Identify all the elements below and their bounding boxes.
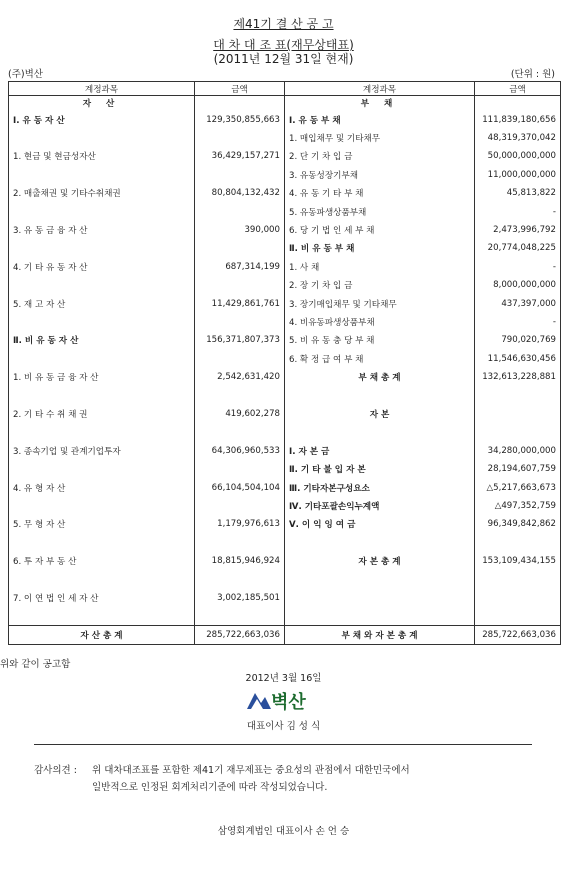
- left-account: 4. 기 타 유 동 자 산: [9, 258, 195, 276]
- opinion-label: 감사의견 :: [34, 765, 77, 776]
- left-amount: [195, 276, 285, 294]
- table-row: [9, 276, 561, 294]
- right-account: Ⅱ. 기 타 불 입 자 본: [285, 460, 475, 478]
- company-logo: [247, 688, 327, 713]
- right-amount: 50,000,000,000: [475, 147, 561, 165]
- left-account: [9, 533, 195, 551]
- right-amount: -: [475, 202, 561, 220]
- left-amount: 419,602,278: [195, 405, 285, 423]
- table-row: [9, 589, 561, 607]
- table-row: [9, 478, 561, 496]
- left-amount: 687,314,199: [195, 258, 285, 276]
- right-account: 6. 확 정 급 여 부 채: [285, 350, 475, 368]
- left-amount: [195, 607, 285, 625]
- left-amount: [195, 313, 285, 331]
- left-account: [9, 350, 195, 368]
- statement-title: 대 차 대 조 표(재무상태표): [213, 38, 354, 52]
- right-account: Ⅰ. 자 본 금: [285, 442, 475, 460]
- left-account: [9, 607, 195, 625]
- right-amount: [475, 533, 561, 551]
- right-amount: 11,546,630,456: [475, 350, 561, 368]
- opinion-line-2: 일반적으로 인정된 회계처리기준에 따라 작성되었습니다.: [92, 782, 328, 793]
- right-amount: △497,352,759: [475, 497, 561, 515]
- table-row: [9, 442, 561, 460]
- right-amount: 132,613,228,881: [475, 368, 561, 386]
- assets-heading: 자 산: [9, 96, 195, 111]
- left-account: Ⅰ. 유 동 자 산: [9, 111, 195, 129]
- right-amount: 34,280,000,000: [475, 442, 561, 460]
- right-amount: -: [475, 313, 561, 331]
- unit-label: (단위 : 원): [510, 69, 555, 80]
- total-liab-equity-label: 부 채 와 자 본 총 계: [285, 625, 475, 644]
- left-amount: [195, 423, 285, 441]
- notice-text: 위와 같이 공고함: [0, 659, 71, 670]
- right-account: 4. 비유동파생상품부채: [285, 313, 475, 331]
- left-amount: 64,306,960,533: [195, 442, 285, 460]
- right-amount: 48,319,370,042: [475, 129, 561, 147]
- table-row: [9, 239, 561, 257]
- table-row: [9, 368, 561, 386]
- left-amount: [195, 386, 285, 404]
- left-amount: 11,429,861,761: [195, 294, 285, 312]
- total-assets-value: 285,722,663,036: [195, 625, 285, 644]
- right-account: 2. 장 기 차 입 금: [285, 276, 475, 294]
- right-amount: 8,000,000,000: [475, 276, 561, 294]
- total-liab-equity-value: 285,722,663,036: [475, 625, 561, 644]
- table-row: [9, 331, 561, 349]
- left-account: 6. 투 자 부 동 산: [9, 552, 195, 570]
- table-row: [9, 111, 561, 129]
- table-row: [9, 460, 561, 478]
- right-account: 6. 당 기 법 인 세 부 채: [285, 221, 475, 239]
- col-header-account-left: 계정과목: [9, 82, 195, 96]
- right-account: 부 채 총 계: [285, 368, 475, 386]
- left-account: 3. 유 동 금 융 자 산: [9, 221, 195, 239]
- total-assets-label: 자 산 총 계: [9, 625, 195, 644]
- right-amount: -: [475, 258, 561, 276]
- left-account: 2. 매출채권 및 기타수취채권: [9, 184, 195, 202]
- table-row: [9, 350, 561, 368]
- left-amount: 1,179,976,613: [195, 515, 285, 533]
- left-account: [9, 129, 195, 147]
- right-account: 5. 유동파생상품부채: [285, 202, 475, 220]
- table-row: [9, 405, 561, 423]
- right-account: 4. 유 동 기 타 부 채: [285, 184, 475, 202]
- right-account: 3. 장기매입채무 및 기타채무: [285, 294, 475, 312]
- auditor: 삼영회계법인 대표이사 손 언 승: [217, 826, 350, 837]
- left-amount: 80,804,132,432: [195, 184, 285, 202]
- left-amount: [195, 570, 285, 588]
- right-amount: 96,349,842,862: [475, 515, 561, 533]
- table-row: [9, 533, 561, 551]
- left-account: [9, 313, 195, 331]
- right-account: [285, 386, 475, 404]
- right-amount: [475, 570, 561, 588]
- left-account: [9, 166, 195, 184]
- table-row: [9, 184, 561, 202]
- left-account: 2. 기 타 수 취 채 권: [9, 405, 195, 423]
- right-account: 5. 비 유 동 충 당 부 채: [285, 331, 475, 349]
- left-account: [9, 570, 195, 588]
- table-row: [9, 386, 561, 404]
- right-account: Ⅳ. 기타포괄손익누계액: [285, 497, 475, 515]
- left-account: [9, 423, 195, 441]
- right-amount: [475, 386, 561, 404]
- right-account: Ⅴ. 이 익 잉 여 금: [285, 515, 475, 533]
- right-amount: 20,774,048,225: [475, 239, 561, 257]
- right-account: [285, 570, 475, 588]
- left-amount: [195, 239, 285, 257]
- right-amount: 790,020,769: [475, 331, 561, 349]
- right-account: [285, 423, 475, 441]
- table-row: [9, 202, 561, 220]
- table-row: [9, 423, 561, 441]
- statement-date: (2011년 12월 31일 현재): [213, 52, 354, 66]
- right-account: 3. 유동성장기부채: [285, 166, 475, 184]
- table-row: [9, 129, 561, 147]
- liabilities-heading: 부 채: [285, 96, 475, 111]
- left-account: [9, 497, 195, 515]
- mountain-logo-icon: [247, 689, 271, 709]
- table-row: [9, 515, 561, 533]
- right-amount: 111,839,180,656: [475, 111, 561, 129]
- right-account: [285, 589, 475, 607]
- left-account: [9, 239, 195, 257]
- notice-date: 2012년 3월 16일: [245, 673, 322, 684]
- opinion-line-1: 위 대차대조표를 포함한 제41기 재무제표는 중요성의 관점에서 대한민국에서: [92, 765, 410, 776]
- right-account: Ⅱ. 비 유 동 부 채: [285, 239, 475, 257]
- logo-text: 벽산: [271, 692, 306, 713]
- table-row: [9, 258, 561, 276]
- left-amount: 3,002,185,501: [195, 589, 285, 607]
- left-account: [9, 386, 195, 404]
- left-amount: 66,104,504,104: [195, 478, 285, 496]
- left-amount: 156,371,807,373: [195, 331, 285, 349]
- right-amount: 11,000,000,000: [475, 166, 561, 184]
- left-account: [9, 460, 195, 478]
- left-account: Ⅱ. 비 유 동 자 산: [9, 331, 195, 349]
- left-amount: [195, 350, 285, 368]
- table-row: [9, 552, 561, 570]
- company-name: (주)벽산: [8, 69, 43, 80]
- left-amount: 2,542,631,420: [195, 368, 285, 386]
- right-amount: [475, 405, 561, 423]
- table-row: [9, 313, 561, 331]
- right-account: 1. 매입채무 및 기타채무: [285, 129, 475, 147]
- right-amount: 28,194,607,759: [475, 460, 561, 478]
- left-account: [9, 276, 195, 294]
- right-amount: 2,473,996,792: [475, 221, 561, 239]
- left-amount: [195, 497, 285, 515]
- right-account: 1. 사 채: [285, 258, 475, 276]
- left-amount: 18,815,946,924: [195, 552, 285, 570]
- left-amount: [195, 533, 285, 551]
- right-amount: △5,217,663,673: [475, 478, 561, 496]
- right-account: 2. 단 기 차 입 금: [285, 147, 475, 165]
- left-account: 1. 비 유 동 금 융 자 산: [9, 368, 195, 386]
- col-header-amount-right: 금액: [475, 82, 561, 96]
- table-row: [9, 147, 561, 165]
- right-account: [285, 607, 475, 625]
- table-row: [9, 570, 561, 588]
- left-amount: [195, 202, 285, 220]
- right-amount: [475, 423, 561, 441]
- left-amount: 129,350,855,663: [195, 111, 285, 129]
- right-amount: [475, 589, 561, 607]
- right-account: Ⅲ. 기타자본구성요소: [285, 478, 475, 496]
- left-account: 1. 현금 및 현금성자산: [9, 147, 195, 165]
- left-account: 4. 유 형 자 산: [9, 478, 195, 496]
- left-amount: [195, 166, 285, 184]
- table-row: [9, 607, 561, 625]
- col-header-account-right: 계정과목: [285, 82, 475, 96]
- left-account: 5. 무 형 자 산: [9, 515, 195, 533]
- left-amount: 36,429,157,271: [195, 147, 285, 165]
- left-account: 3. 종속기업 및 관계기업투자: [9, 442, 195, 460]
- table-row: [9, 294, 561, 312]
- left-amount: 390,000: [195, 221, 285, 239]
- left-account: 5. 재 고 자 산: [9, 294, 195, 312]
- left-amount: [195, 129, 285, 147]
- table-row: [9, 221, 561, 239]
- col-header-amount-left: 금액: [195, 82, 285, 96]
- right-amount: [475, 607, 561, 625]
- ceo-name: 대표이사 김 성 식: [246, 721, 321, 732]
- left-account: 7. 이 연 법 인 세 자 산: [9, 589, 195, 607]
- table-row: [9, 166, 561, 184]
- left-amount: [195, 460, 285, 478]
- left-account: [9, 202, 195, 220]
- right-account: 자 본: [285, 405, 475, 423]
- right-amount: 153,109,434,155: [475, 552, 561, 570]
- right-account: [285, 533, 475, 551]
- table-row: [9, 497, 561, 515]
- right-account: Ⅰ. 유 동 부 채: [285, 111, 475, 129]
- right-amount: 437,397,000: [475, 294, 561, 312]
- right-amount: 45,813,822: [475, 184, 561, 202]
- balance-sheet-table: [8, 81, 561, 645]
- notice-title: 제41기 결 산 공 고: [233, 17, 334, 31]
- divider: [34, 744, 532, 745]
- right-account: 자 본 총 계: [285, 552, 475, 570]
